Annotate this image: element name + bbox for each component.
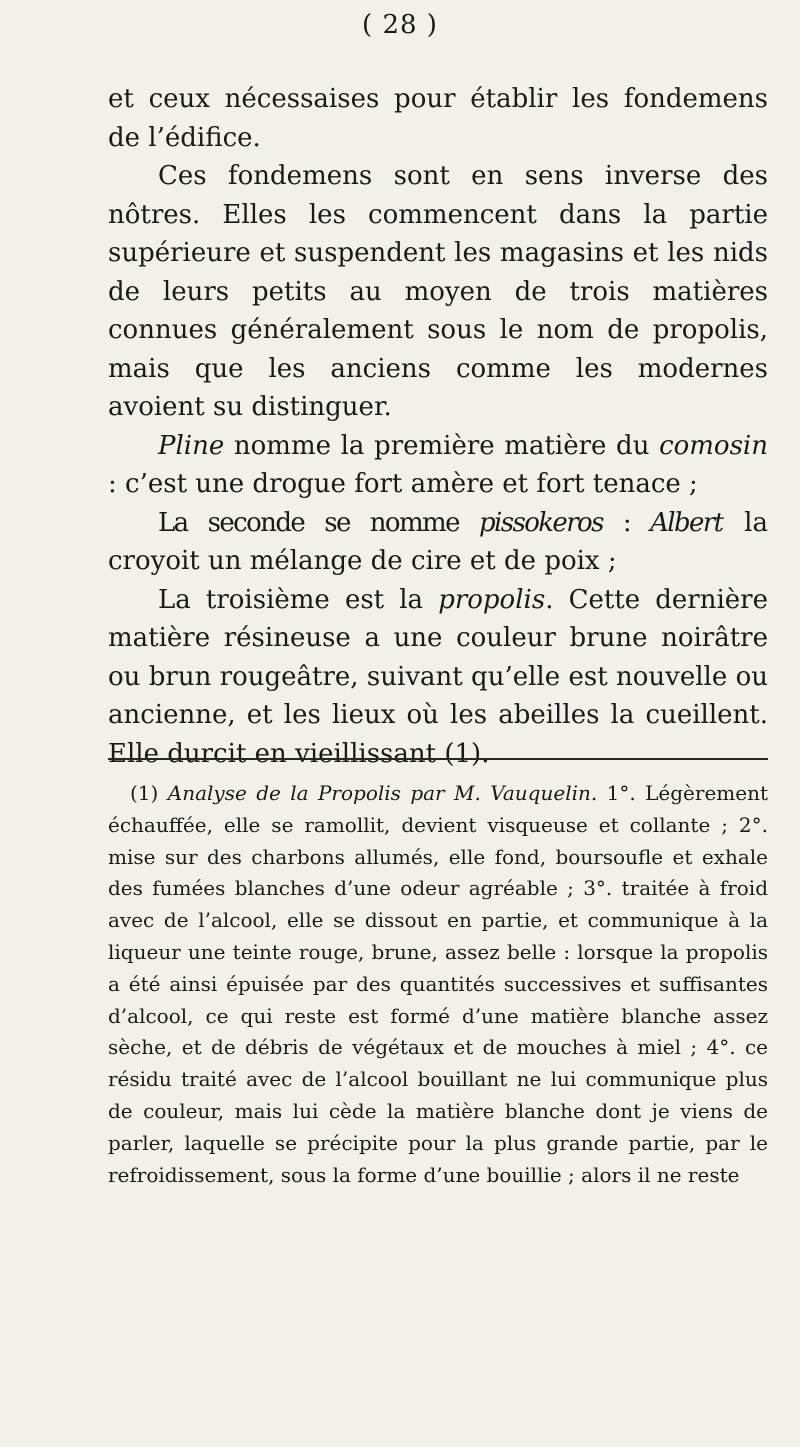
footnote-separator	[108, 758, 768, 760]
paragraph-fondemens: Ces fondemens sont en sens inverse des nôtres. Elles les commencent dans la partie supérieure et suspendent les magasins et les nids de leurs petits au moyen de trois matières connues généralement sous le nom de propolis, mais que les anciens comme les modernes avoient su distinguer.	[108, 161, 768, 422]
term-comosin: comosin	[659, 430, 768, 461]
paragraph-propolis-text-a: La troisième est la	[158, 584, 439, 615]
footnote-marker: (1)	[130, 781, 168, 805]
footnote-text: 1°. Légèrement échauffée, elle se ramollit, devient visqueuse et collante ; 2°. mise sur des charbons allumés, elle fond, boursoufle et exhale des fumées blanches d’une odeur agréable ; 3°. traitée à froid avec de l’alcool, elle se dissout en partie, et communique à la liqueur une teinte rouge, brune, assez belle : lorsque la propolis a été ainsi épuisée par des quantités successives et suffisantes d’alcool, ce qui reste est formé d’une matière blanche assez sèche, et de débris de végétaux et de mouches à miel ; 4°. ce résidu traité avec de l’alcool bouillant ne lui communique plus de couleur, mais lui cède la matière blanche dont je viens de parler, laquelle se précipite pour la plus grande partie, par le refroidissement, sous la forme d’une bouillie ; alors il ne reste	[108, 781, 768, 1187]
page-number: ( 28 )	[362, 10, 438, 40]
name-albert: Albert	[650, 507, 723, 538]
footnote	[108, 778, 768, 1191]
paragraph-pissokeros-text-c: la croyoit un mélange de cire et de poix ;	[108, 507, 768, 576]
name-pline: Pline	[158, 430, 225, 461]
paragraph-pline	[108, 427, 768, 504]
main-text	[108, 80, 768, 773]
paragraph-propolis	[108, 581, 768, 774]
term-pissokeros: pissokeros	[478, 507, 603, 538]
paragraph-pissokeros-text-a: La seconde se nomme	[158, 507, 479, 538]
term-propolis: propolis	[438, 584, 546, 615]
footnote-paragraph	[108, 778, 768, 1191]
paragraph-pissokeros-text-b: :	[602, 507, 651, 538]
paragraph-pline-text-b: : c’est une drogue fort amère et fort tenace ;	[108, 469, 698, 499]
footnote-title: Analyse de la Propolis par M. Vauquelin.	[167, 781, 598, 805]
paragraph-pline-text-a: nomme la première matière du	[224, 430, 660, 461]
paragraph-continuation: et ceux nécessaises pour établir les fondemens de l’édifice.	[108, 84, 768, 153]
paragraph-pissokeros	[108, 504, 768, 581]
paragraph-propolis-text-b: . Cette dernière matière résineuse a une couleur brune noirâtre ou brun rougeâtre, suivant qu’elle est nouvelle ou ancienne, et les lieux où les abeilles la cueillent. Elle durcit en vieillissant (1).	[108, 584, 768, 769]
